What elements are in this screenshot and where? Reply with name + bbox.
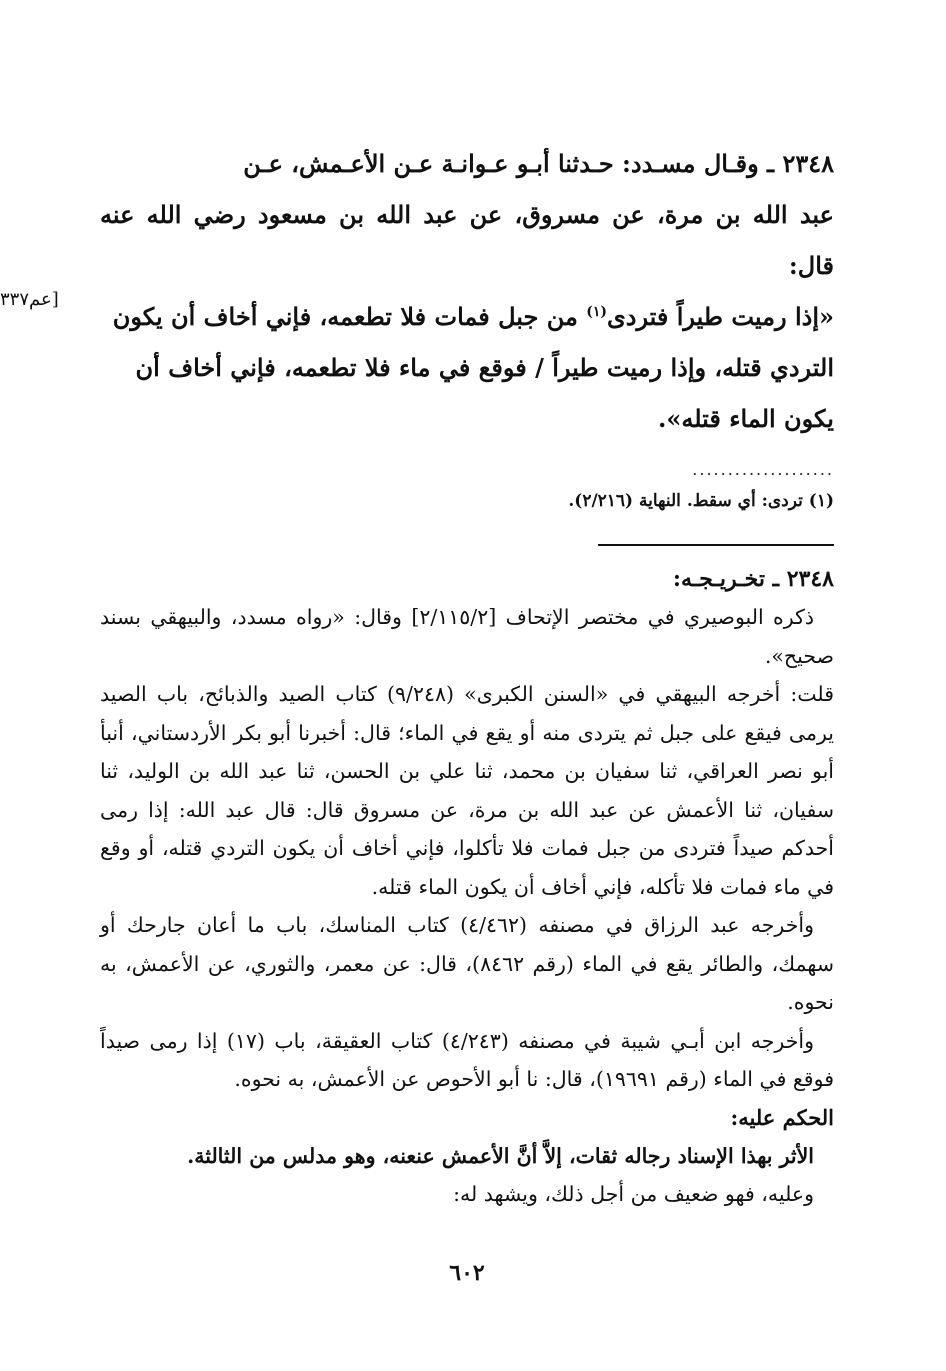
takhrij-paragraph-4: وأخرجه ابن أبـي شيبة في مصنفه (٤/٢٤٣) كتاب العقيقة، باب (١٧) إذا رمى صيداً فوقع في الماء (رقم ١٩٦٩١)، قال: نا أبو الأحوص عن الأعمش، به نحوه. [100, 1028, 834, 1091]
takhrij-paragraph-1: ذكره البوصيري في مختصر الإتحاف [٢/١١٥/٢] وقال: «رواه مسدد، والبيهقي بسند صحيح». [100, 605, 834, 668]
hadith-line-1 [100, 138, 834, 189]
book-page [0, 138, 835, 1338]
takhrij-body [100, 598, 834, 1214]
hadith-line-4: التردي قتله، وإذا رميت طيراً / فوقع في ماء فلا تطعمه، فإني أخاف أن [135, 353, 834, 382]
hadith-number: ٢٣٤٨ [782, 149, 834, 178]
hukm-heading: الحكم عليه: [730, 1104, 834, 1130]
page-number: ٦٠٢ [449, 1260, 485, 1286]
hadith-line-5: يكون الماء قتله». [657, 404, 834, 433]
hadith-line-2: عبد الله بن مرة، عن مسروق، عن عبد الله بن مسعود رضي الله عنه قال: [100, 200, 834, 280]
hadith-line-3 [100, 291, 834, 342]
hukm-line-1: الأثر بهذا الإسناد رجاله ثقات، إلاَّ أنَّ الأعمش عنعنه، وهو مدلس من الثالثة. [187, 1143, 814, 1168]
takhrij-paragraph-3: وأخرجه عبد الرزاق في مصنفه (٤/٤٦٢) كتاب المناسك، باب ما أعان جارحك أو سهمك، والطائر يقع في الماء (رقم ٨٤٦٢)، قال: عن معمر، والثوري، عن الأعمش، به نحوه. [100, 913, 835, 1014]
footnote-dots: .................... [692, 460, 834, 479]
hadith-text-3a: «إذا رميت طيراً فتردى [606, 302, 834, 331]
section-separator [598, 544, 834, 546]
takhrij-heading: ٢٣٤٨ ـ تخـريـجـه: [672, 566, 834, 592]
hadith-text-1: وقـال مسـدد: حـدثنا أبـو عـوانـة عـن الأعـمش، عـن [243, 149, 759, 178]
hadith-dash: ـ [767, 149, 775, 178]
margin-reference: [عم٣٣٧ [0, 289, 59, 310]
hadith-block [100, 138, 834, 444]
hukm-line-2: وعليه، فهو ضعيف من أجل ذلك، ويشهد له: [453, 1182, 814, 1206]
footnote-text: (١) تردى: أي سقط. النهاية (٢/٢١٦). [568, 491, 834, 511]
takhrij-paragraph-2: قلت: أخرجه البيهقي في «السنن الكبرى» (٩/٢٤٨) كتاب الصيد والذبائح، باب الصيد يرمى فيقع على جبل ثم يتردى منه أو يقع في الماء؛ قال: أخبرنا أبو بكر الأردستاني، أنبأ أبو نصر العراقي، ثنا سفيان بن محمد، ثنا علي بن الحسن، ثنا عبد الله بن الوليد، ثنا سفيان، ثنا الأعمش عن عبد الله بن مرة، عن مسروق قال: قال عبد الله: إذا رمى أحدكم صيداً فتردى من جبل فمات فلا تأكلوا، فإني أخاف أن يكون التردي قتله، أو وقع في ماء فمات فلا تأكله، فإني أخاف أن يكون الماء قتله. [100, 682, 835, 899]
footnote-marker: (١) [586, 304, 607, 320]
hadith-text-3b: من جبل فمات فلا تطعمه، فإني أخاف أن يكون [112, 302, 587, 331]
